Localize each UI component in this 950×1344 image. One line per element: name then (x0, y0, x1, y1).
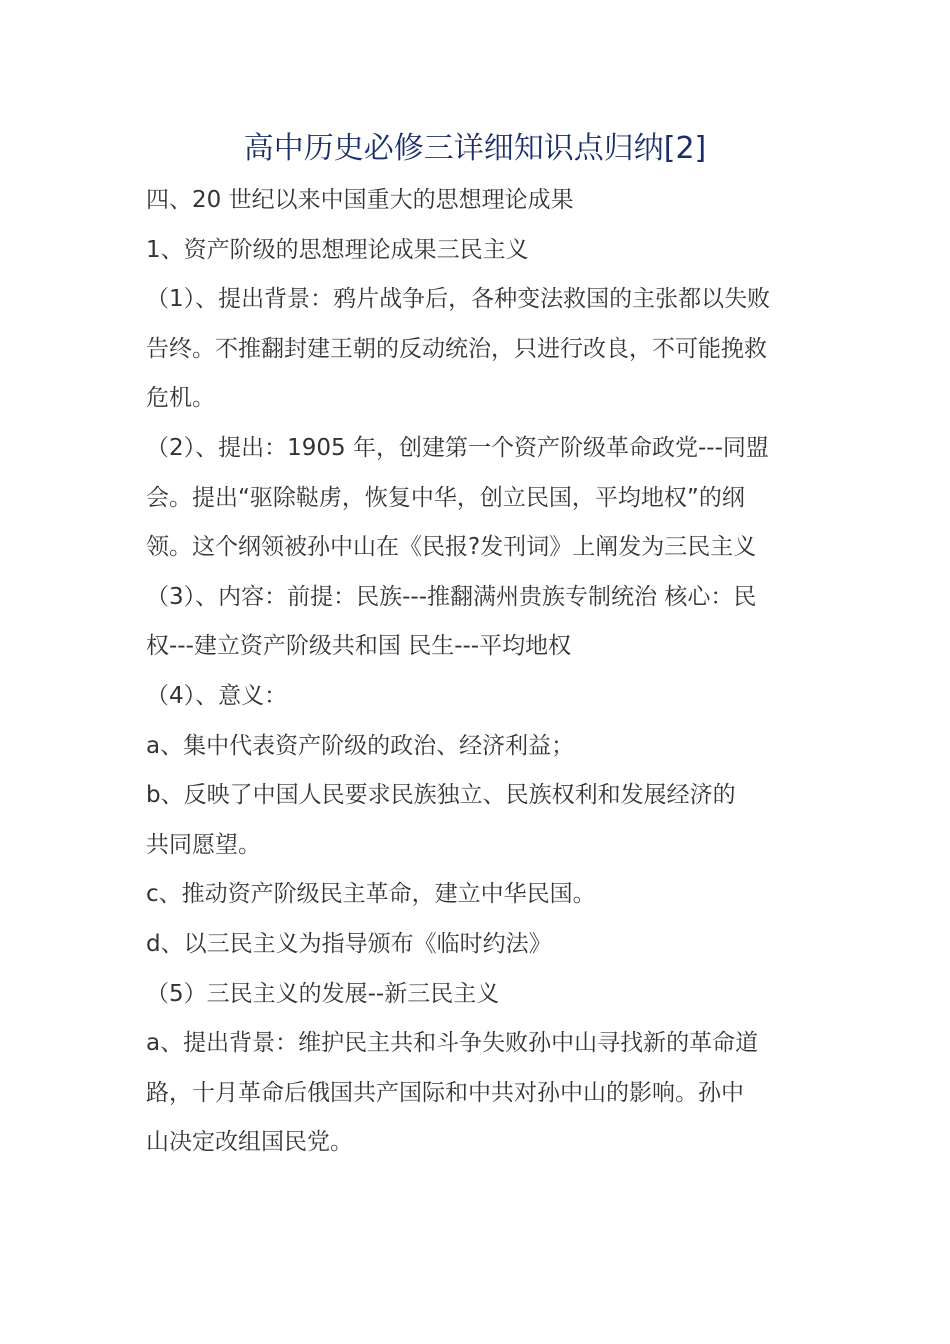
paragraph-line: 路，十月革命后俄国共产国际和中共对孙中山的影响。孙中 (146, 1079, 744, 1106)
paragraph-line: 山决定改组国民党。 (146, 1129, 353, 1156)
paragraph-line: a、集中代表资产阶级的政治、经济利益； (146, 732, 575, 759)
paragraph-line: c、推动资产阶级民主革命，建立中华民国。 (146, 881, 596, 908)
paragraph-line: b、反映了中国人民要求民族独立、民族权利和发展经济的 (146, 782, 736, 809)
document-title: 高中历史必修三详细知识点归纳[2] (243, 131, 707, 166)
paragraph-line: 四、20 世纪以来中国重大的思想理论成果 (146, 187, 574, 213)
paragraph-line: （4）、意义： (146, 682, 288, 709)
document-body (146, 176, 810, 1168)
paragraph-line: d、以三民主义为指导颁布《临时约法》 (146, 930, 552, 957)
paragraph-line: 共同愿望。 (146, 831, 261, 858)
paragraph-line: （1）、提出背景：鸦片战争后，各种变法救国的主张都以失败 (146, 286, 771, 313)
paragraph-line: （3）、内容：前提：民族---推翻满州贵族专制统治 核心：民 (146, 583, 757, 610)
paragraph-line: 告终。不推翻封建王朝的反动统治，只进行改良，不可能挽救 (146, 335, 767, 362)
paragraph-line: （5）三民主义的发展--新三民主义 (146, 980, 500, 1007)
paragraph-line: a、提出背景：维护民主共和斗争失败孙中山寻找新的革命道 (146, 1030, 759, 1057)
paragraph-line: 领。这个纲领被孙中山在《民报?发刊词》上阐发为三民主义 (146, 534, 757, 561)
paragraph-line: 会。提出“驱除鞑虏，恢复中华，创立民国，平均地权”的纲 (146, 484, 745, 511)
paragraph-line: 危机。 (146, 385, 215, 412)
paragraph-line: （2）、提出：1905 年，创建第一个资产阶级革命政党---同盟 (146, 434, 769, 461)
paragraph-line: 1、资产阶级的思想理论成果三民主义 (146, 236, 529, 263)
paragraph-line: 权---建立资产阶级共和国 民生---平均地权 (146, 633, 572, 660)
